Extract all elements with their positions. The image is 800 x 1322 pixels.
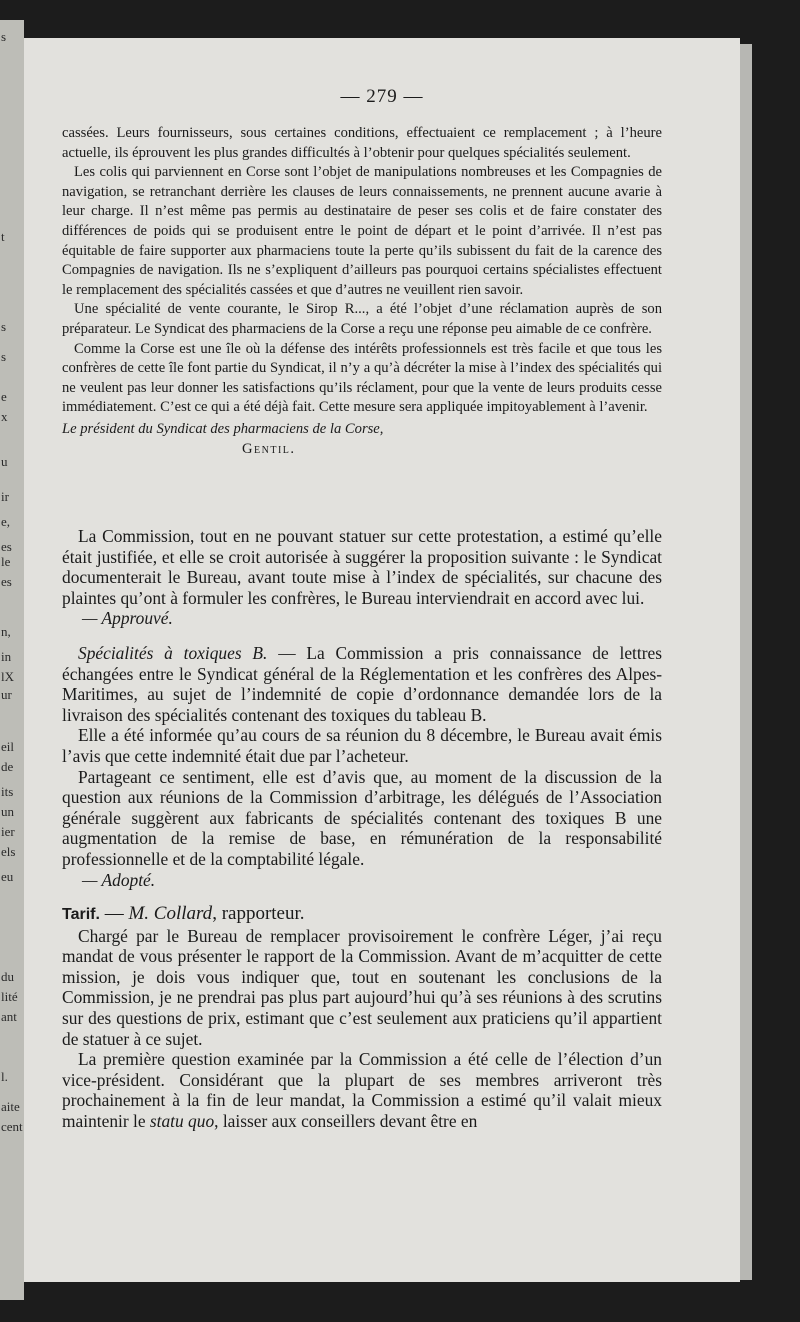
margin-fragment: un [1,804,14,819]
margin-fragment: s [1,319,7,334]
book-page [24,38,740,1282]
section-title: Spécialités à toxiques B. [78,642,268,663]
margin-fragment: ier [1,824,15,839]
margin-fragment: in [1,649,12,664]
margin-fragment: de [1,759,14,774]
paragraph: Elle a été informée qu’au cours de sa réunion du 8 décembre, le Bureau avait émis l’avis que cette indemnité était due par l’acheteur. [62,725,662,766]
margin-fragment: e [1,389,7,404]
margin-fragment: s [1,29,7,44]
paragraph: Partageant ce sentiment, elle est d’avis que, au moment de la discussion de la question aux réunions de la Commission d’arbitrage, les délégués de l’Association générale suggèrent aux fabricants de spécialités contenant des toxiques B une augmentation de la remise de base, en rémunération de la responsabilité professionnelle et de la comptabilité légale. [62,766,662,869]
margin-fragment: t [1,229,5,244]
margin-fragment: lité [1,989,18,1004]
section-tarif-heading [62,904,662,926]
letter-paragraph: cassées. Leurs fournisseurs, sous certaines conditions, effectuaient ce remplacement ; à l’heure actuelle, ils éprouvent les plus grandes difficultés à l’obtenir pour quelques spécialités seulement. [62,125,662,161]
paragraph [62,1049,662,1131]
tarif-label: Tarif. [62,906,100,924]
margin-fragment: ur [1,687,12,702]
margin-fragment: u [1,454,8,469]
page-number: — 279 — [340,86,424,107]
letter-paragraph: Comme la Corse est une île où la défense des intérêts professionnels est très facile et que tous les confrères de cette île font partie du Syndicat, il n’y a qu’à décréter la mise à l’index des spécialités qui ne veulent pas leur donner les satisfactions qu’ils réclament, pour que la vente de leurs produits cesse immédiatement. C’est ce qui a été déjà fait. Cette mesure sera appliquée impitoyablement à l’avenir. [62,340,662,416]
section-toxiques [62,643,662,725]
paragraph: Chargé par le Bureau de remplacer provisoirement le confrère Léger, j’ai reçu mandat de vous présenter le rapport de la Commission. Avant de m’acquitter de cette mission, je dois vous indiquer que, tout en soutenant les conclusions de la Commission, je ne prendrai pas plus part aujourd’hui qu’à ses réunions à des scrutins sur des questions de prix, estimant que c’est seulement aux praticiens qu’il appartient de statuer à ce sujet. [62,925,662,1049]
rapporteur-name: M. Collard [128,903,213,925]
letter-signature-name: Gentil. [242,440,296,457]
letter-paragraph: Les colis qui parviennent en Corse sont l’objet de manipulations nombreuses et les Compagnies de navigation, se retranchant derrière les clauses de leurs connaissements, ne prennent aucune avarie à leur charge. Il n’est même pas permis au destinataire de peser ses colis et de faire constater des différences de poids qui se produisent entre le point de départ et le point d’arrivée. Il n’est pas équitable de faire supporter aux pharmaciens toute la perte qu’ils subissent du fait de la carence des Compagnies de navigation. Ils ne s’expliquent d’ailleurs pas pourquoi certains spécialistes effectuent le remplacement des spécialités cassées et que d’autres ne veuillent rien savoir. [62,164,662,298]
margin-fragment: du [1,969,14,984]
paragraph: La Commission, tout en ne pouvant statuer sur cette protestation, a estimé qu’elle était justifiée, et elle se croit autorisée à suggérer la proposition suivante : le Syndicat documenterait le Bureau, avant toute mise à l’index de spécialités, sur chacune des plaintes qu’ont à formuler les confrères, le Bureau interviendrait en accord avec lui. [62,526,662,608]
margin-fragment: ir [1,489,9,504]
margin-fragment: eil [1,739,14,754]
margin-fragment: es [1,539,12,554]
margin-fragment: es [1,574,12,589]
letter-signature: Le président du Syndicat des pharmaciens de la Corse, [62,420,384,437]
quoted-letter [62,124,662,459]
margin-fragment: s [1,349,7,364]
margin-fragment: ant [1,1009,17,1024]
paragraph-text-end: , laisser aux conseillers devant être en [214,1111,478,1132]
letter-paragraph: Une spécialité de vente courante, le Sirop R..., a été l’objet d’une réclamation auprès de son préparateur. Le Syndicat des pharmaciens de la Corse a reçu une réponse peu aimable de ce confrère. [62,301,662,337]
margin-fragment: e, [1,514,11,529]
margin-fragment: l. [1,1069,8,1084]
section-text: — La Commission a pris connaissance de lettres échangées entre le Syndicat général de la Réglementation et les confrères des Alpes-Maritimes, au sujet de l’indemnité de copie d’ordonnance demandée lors de la livraison des spécialités contenant des toxiques du tableau B. [62,642,662,725]
page-stack-edge [740,44,752,1280]
tarif-dash: — [99,903,129,925]
margin-fragment: n, [1,624,11,639]
margin-fragment: le [1,554,11,569]
statu-quo: statu quo [149,1111,215,1132]
paragraph-text: La première question examinée par la Commission a été celle de l’élection d’un vice-président. Considérant que la plupart de ses membres arriveront très prochainement à la fin de leur mandat, la Commission a estimé qu’il valait mieux maintenir le [62,1049,662,1132]
main-text [62,526,662,1132]
verdict-approuve: — Approuvé. [82,608,173,629]
verdict-adopte: — Adopté. [82,869,156,890]
margin-fragment: aite [1,1099,20,1114]
margin-fragment: eu [1,869,14,884]
rapporteur-role: , rapporteur. [212,903,305,925]
margin-fragment: its [1,784,14,799]
margin-fragment: x [1,409,8,424]
previous-page-edge [0,20,24,1300]
margin-fragment: lX [1,669,14,684]
margin-fragment: cent [1,1119,23,1134]
margin-fragment: els [1,844,16,859]
